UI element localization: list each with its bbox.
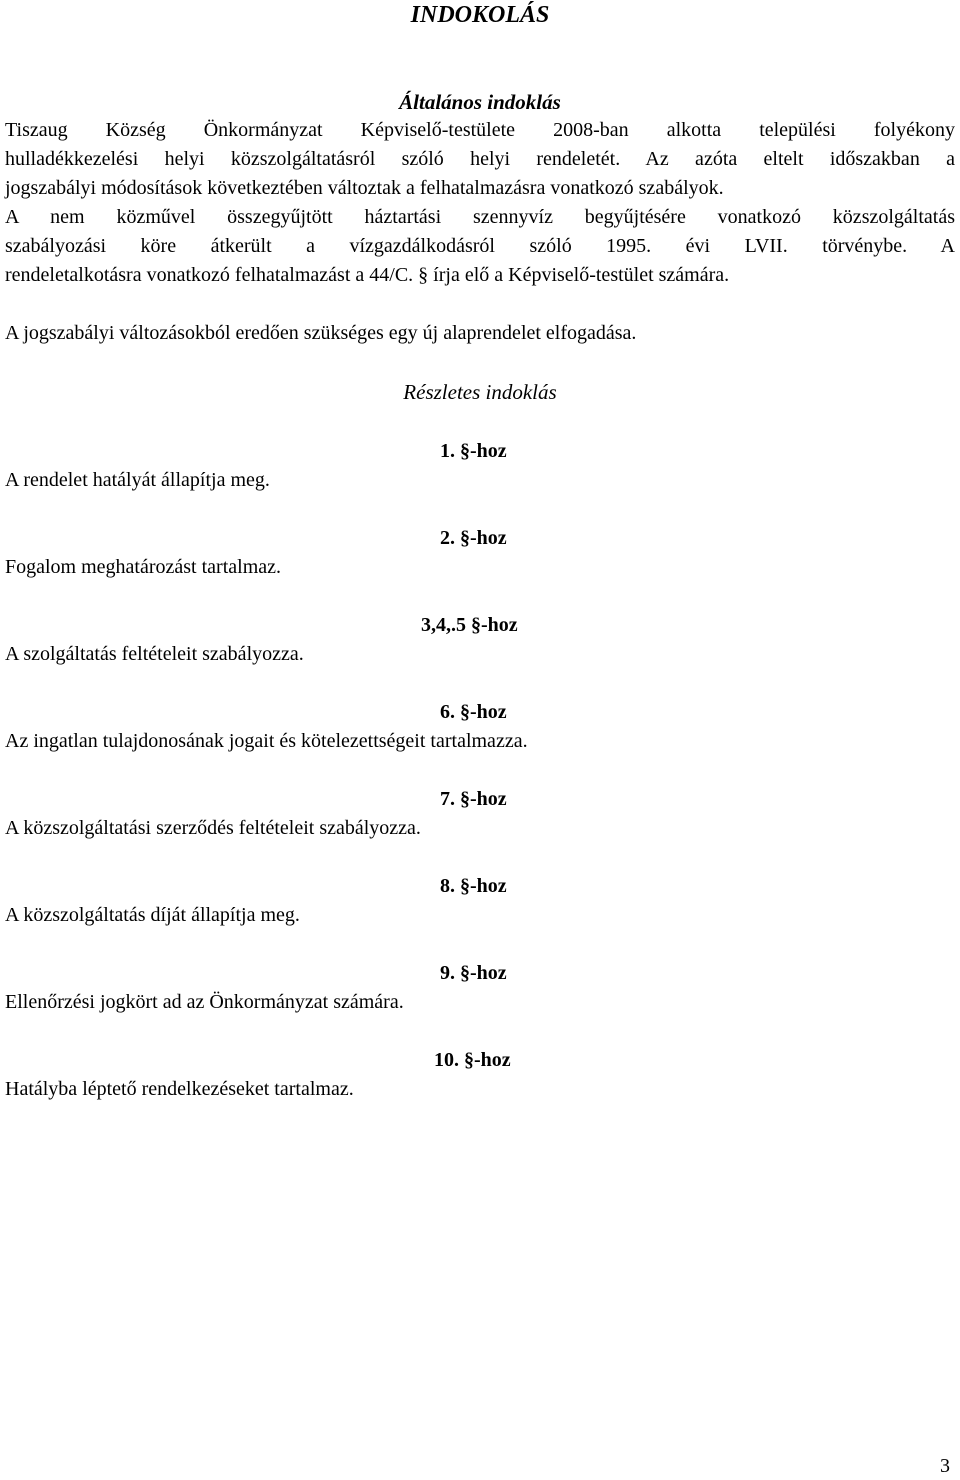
- general-paragraph-line: hulladékkezelési helyi közszolgáltatásról szóló helyi rendeletét. Az azóta eltelt időszakban a: [5, 148, 955, 170]
- general-paragraph-line: A nem közművel összegyűjtött háztartási szennyvíz begyűjtésére vonatkozó közszolgáltatás: [5, 206, 955, 228]
- page-number: 3: [940, 1455, 950, 1477]
- section-text: A szolgáltatás feltételeit szabályozza.: [5, 643, 304, 665]
- section-label: 1. §-hoz: [440, 440, 507, 462]
- section-label: 9. §-hoz: [440, 962, 507, 984]
- section-text: A közszolgáltatás díját állapítja meg.: [5, 904, 300, 926]
- section-text: A rendelet hatályát állapítja meg.: [5, 469, 270, 491]
- section-text: Fogalom meghatározást tartalmaz.: [5, 556, 282, 578]
- general-heading: Általános indoklás: [399, 90, 561, 114]
- general-paragraph-line: jogszabályi módosítások következtében változtak a felhatalmazásra vonatkozó szabályok.: [5, 177, 724, 199]
- general-paragraph-line: Tiszaug Község Önkormányzat Képviselő-testülete 2008-ban alkotta települési folyékony: [5, 119, 955, 141]
- section-label: 2. §-hoz: [440, 527, 507, 549]
- section-text: Az ingatlan tulajdonosának jogait és kötelezettségeit tartalmazza.: [5, 730, 528, 752]
- section-label: 6. §-hoz: [440, 701, 507, 723]
- detailed-heading: Részletes indoklás: [403, 380, 557, 404]
- section-label: 3,4,.5 §-hoz: [421, 614, 518, 636]
- general-paragraph-line: szabályozási köre átkerült a vízgazdálkodásról szóló 1995. évi LVII. törvénybe. A: [5, 235, 955, 257]
- section-label: 10. §-hoz: [434, 1049, 511, 1071]
- section-text: Hatályba léptető rendelkezéseket tartalmaz.: [5, 1078, 354, 1100]
- section-label: 8. §-hoz: [440, 875, 507, 897]
- general-paragraph-line: rendeletalkotásra vonatkozó felhatalmazást a 44/C. § írja elő a Képviselő-testület számára.: [5, 264, 730, 286]
- general-closing-sentence: A jogszabályi változásokból eredően szükséges egy új alaprendelet elfogadása.: [5, 322, 637, 344]
- section-text: Ellenőrzési jogkört ad az Önkormányzat számára.: [5, 991, 404, 1013]
- section-text: A közszolgáltatási szerződés feltételeit szabályozza.: [5, 817, 421, 839]
- section-label: 7. §-hoz: [440, 788, 507, 810]
- document-title: INDOKOLÁS: [410, 2, 550, 28]
